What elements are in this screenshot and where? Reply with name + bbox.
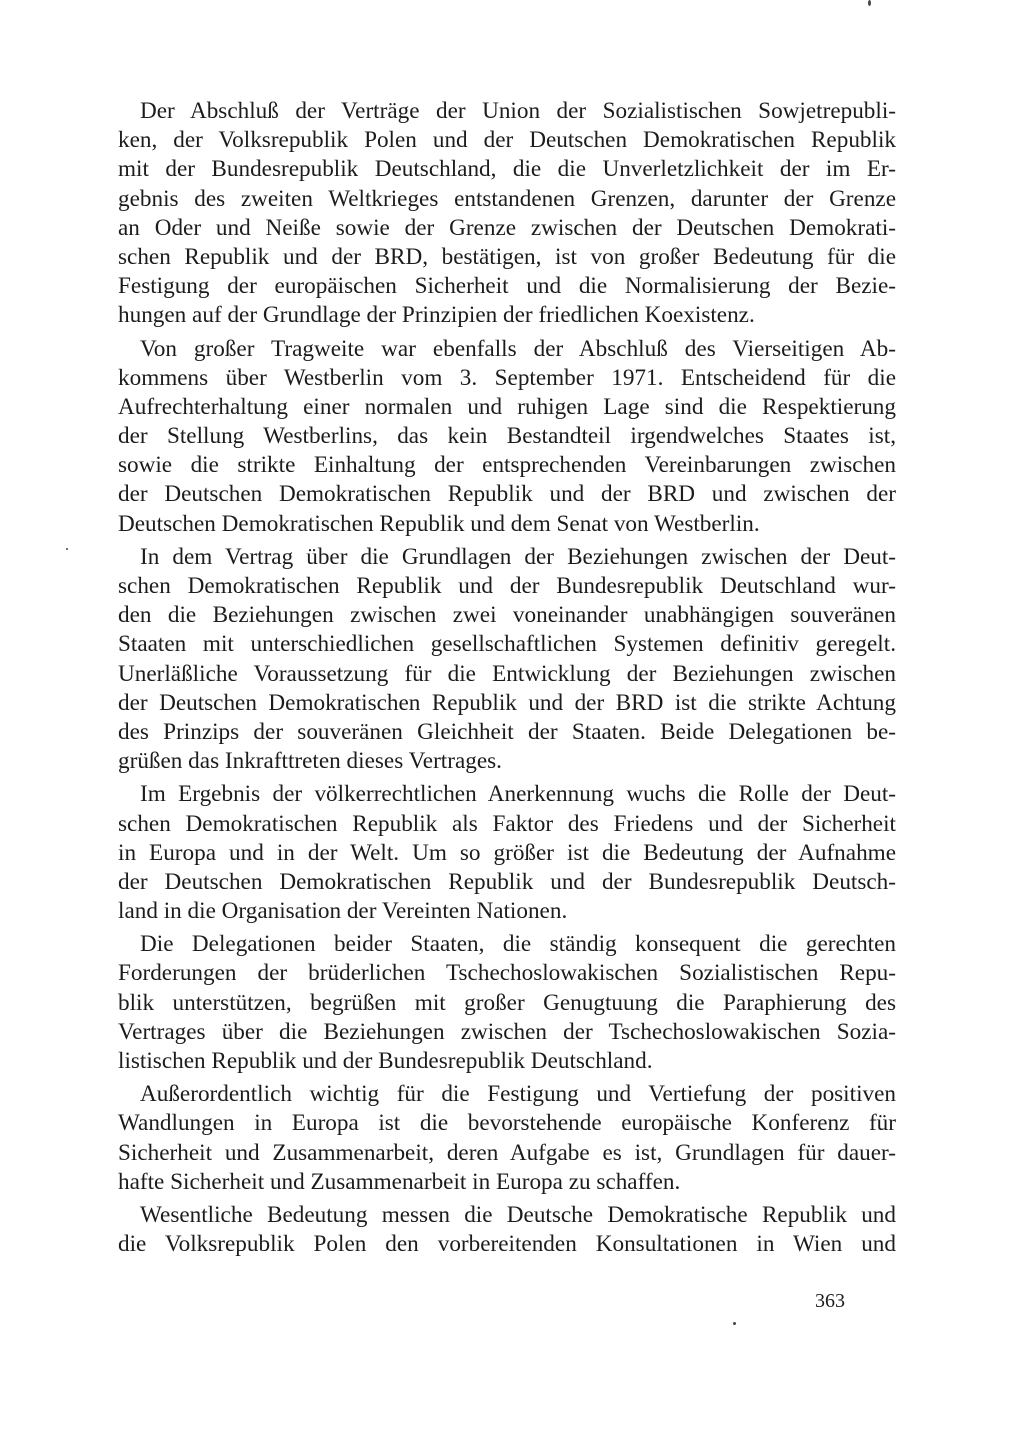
text-line: Von großer Tragweite war ebenfalls der Abschluß des Vierseitigen Ab-: [140, 335, 896, 362]
text-line: grüßen das Inkrafttreten dieses Vertrages.: [118, 748, 502, 775]
text-line: des Prinzips der souveränen Gleichheit der Staaten. Beide Delegationen be-: [118, 718, 896, 745]
paragraph: [118, 97, 896, 331]
text-line: ken, der Volksrepublik Polen und der Deutschen Demokratischen Republik: [118, 127, 896, 154]
text-line: schen Demokratischen Republik und der Bundesrepublik Deutschland wur-: [118, 573, 896, 599]
page-number: 363: [815, 1290, 845, 1312]
text-line: gebnis des zweiten Weltkrieges entstandenen Grenzen, darunter der Grenze: [118, 185, 896, 212]
text-line: Vertrages über die Beziehungen zwischen der Tschechoslowakischen Sozia-: [118, 1018, 896, 1045]
text-line: Der Abschluß der Verträge der Union der Sozialistischen Sowjetrepubli-: [140, 98, 896, 124]
text-line: der Deutschen Demokratischen Republik und der Bundesrepublik Deutsch-: [118, 868, 896, 895]
text-line: der Stellung Westberlins, das kein Bestandteil irgendwelches Staates ist,: [118, 423, 896, 450]
scan-speck: [868, 0, 871, 6]
paragraph: [118, 543, 896, 777]
text-line: In dem Vertrag über die Grundlagen der Beziehungen zwischen der Deut-: [140, 543, 896, 570]
text-line: hungen auf der Grundlage der Prinzipien der friedlichen Koexistenz.: [118, 302, 755, 329]
text-line: die Volksrepublik Polen den vorbereitenden Konsultationen in Wien und: [118, 1231, 896, 1258]
text-line: an Oder und Neiße sowie der Grenze zwischen der Deutschen Demokrati-: [118, 214, 896, 241]
text-line: der Deutschen Demokratischen Republik und der BRD und zwischen der: [118, 481, 896, 508]
paragraph: [118, 1201, 896, 1259]
scan-speck: [66, 548, 68, 550]
text-line: Unerläßliche Voraussetzung für die Entwicklung der Beziehungen zwischen: [118, 660, 896, 687]
text-line: land in die Organisation der Vereinten Nationen.: [118, 898, 568, 925]
paragraph: [118, 335, 896, 539]
text-line: Im Ergebnis der völkerrechtlichen Anerkennung wuchs die Rolle der Deut-: [140, 781, 896, 808]
text-line: Aufrechterhaltung einer normalen und ruhigen Lage sind die Respektierung: [118, 393, 896, 420]
text-line: Außerordentlich wichtig für die Festigung und Vertiefung der positiven: [140, 1081, 896, 1108]
scan-speck: [733, 1322, 736, 1325]
text-line: Wesentliche Bedeutung messen die Deutsche Demokratische Republik und: [140, 1201, 896, 1228]
text-line: in Europa und in der Welt. Um so größer ist die Bedeutung der Aufnahme: [118, 839, 896, 866]
text-line: der Deutschen Demokratischen Republik und der BRD ist die strikte Achtung: [118, 689, 896, 716]
text-line: Forderungen der brüderlichen Tschechoslowakischen Sozialistischen Repu-: [118, 960, 896, 987]
text-line: kommens über Westberlin vom 3. September 1971. Entscheidend für die: [118, 364, 896, 391]
text-line: Sicherheit und Zusammenarbeit, deren Aufgabe es ist, Grundlagen für dauer-: [118, 1139, 896, 1166]
text-line: Die Delegationen beider Staaten, die ständig konsequent die gerechten: [140, 931, 896, 958]
paragraph: [118, 1080, 896, 1197]
paragraph: [118, 780, 896, 926]
text-line: schen Republik und der BRD, bestätigen, ist von großer Bedeutung für die: [118, 243, 896, 270]
text-line: hafte Sicherheit und Zusammenarbeit in Europa zu schaffen.: [118, 1168, 681, 1195]
text-line: mit der Bundesrepublik Deutschland, die die Unverletzlichkeit der im Er-: [118, 156, 896, 183]
text-line: sowie die strikte Einhaltung der entsprechenden Vereinbarungen zwischen: [118, 452, 896, 479]
body-text: [118, 97, 896, 1263]
text-line: den die Beziehungen zwischen zwei voneinander unabhängigen souveränen: [118, 602, 896, 629]
text-line: Wandlungen in Europa ist die bevorstehende europäische Konferenz für: [118, 1110, 896, 1137]
text-line: Staaten mit unterschiedlichen gesellschaftlichen Systemen definitiv geregelt.: [118, 631, 896, 658]
text-line: schen Demokratischen Republik als Faktor des Friedens und der Sicherheit: [118, 810, 896, 837]
paragraph: [118, 930, 896, 1076]
text-line: Deutschen Demokratischen Republik und dem Senat von Westberlin.: [118, 510, 760, 537]
text-line: blik unterstützen, begrüßen mit großer Genugtuung die Paraphierung des: [118, 989, 896, 1016]
text-line: listischen Republik und der Bundesrepublik Deutschland.: [118, 1048, 653, 1074]
text-line: Festigung der europäischen Sicherheit und die Normalisierung der Bezie-: [118, 273, 896, 300]
